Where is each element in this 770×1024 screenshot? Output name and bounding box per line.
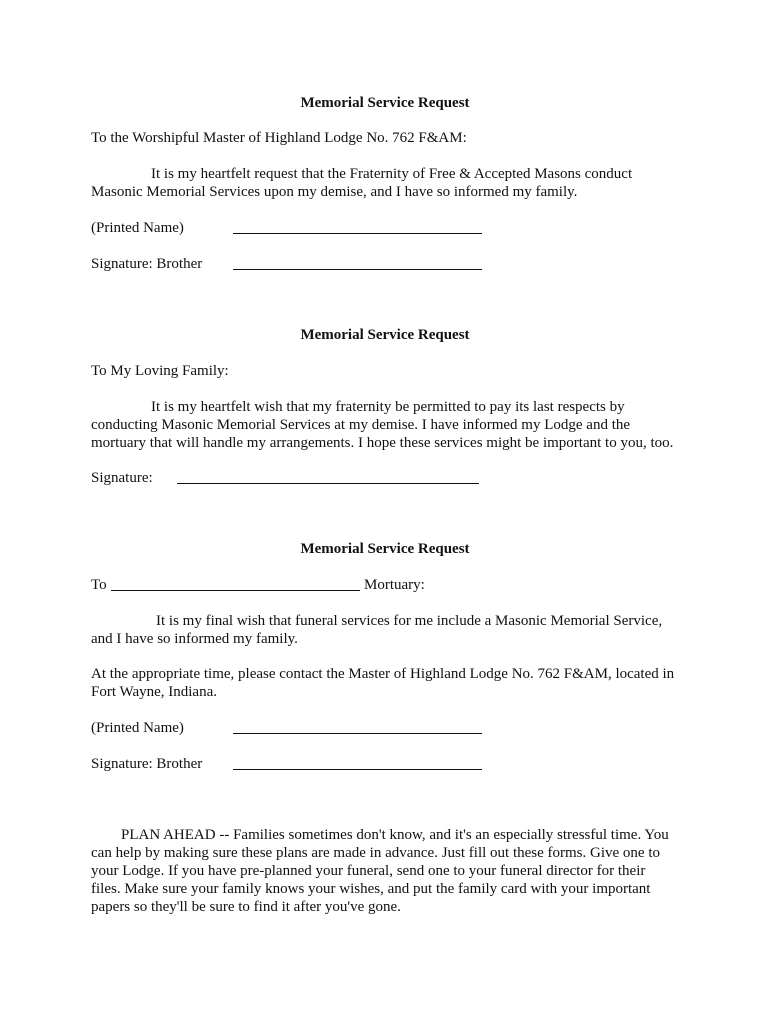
section1-title: Memorial Service Request (300, 95, 470, 111)
section3-body-line1: It is my final wish that funeral services for me include a Masonic Memorial Service, (156, 613, 663, 629)
section2-body-line3: mortuary that will handle my arrangements. I hope these services might be important to you, too. (91, 435, 674, 451)
section3-signature-line[interactable] (233, 769, 482, 770)
section3-printed-name-line[interactable] (233, 733, 482, 734)
section2-body-line1: It is my heartfelt wish that my fraternity be permitted to pay its last respects by (151, 399, 625, 415)
section2-signature-line[interactable] (177, 483, 479, 484)
section1-body-line1: It is my heartfelt request that the Fraternity of Free & Accepted Masons conduct (151, 166, 633, 182)
section3-mortuary-name-line[interactable] (111, 590, 360, 591)
section3-mortuary-label: Mortuary: (364, 577, 425, 593)
plan-ahead-line2: can help by making sure these plans are made in advance. Just fill out these forms. Give one to (91, 845, 661, 861)
section3-printed-name-label: (Printed Name) (91, 720, 184, 736)
section3-to-label: To (91, 577, 107, 593)
section1-body-line2: Masonic Memorial Services upon my demise, and I have so informed my family. (91, 184, 578, 200)
section3-body-line2: and I have so informed my family. (91, 631, 298, 647)
section2-salutation: To My Loving Family: (91, 363, 229, 379)
section1-printed-name-label: (Printed Name) (91, 220, 184, 236)
section1-signature-line[interactable] (233, 269, 482, 270)
section2-signature-label: Signature: (91, 470, 153, 486)
section3-contact-line1: At the appropriate time, please contact the Master of Highland Lodge No. 762 F&AM, located in (91, 666, 675, 682)
plan-ahead-line5: papers so they'll be sure to find it after you've gone. (91, 899, 401, 915)
section1-salutation: To the Worshipful Master of Highland Lodge No. 762 F&AM: (91, 130, 467, 146)
section2-body-line2: conducting Masonic Memorial Services at my demise. I have informed my Lodge and the (91, 417, 631, 433)
section3-signature-label: Signature: Brother (91, 756, 203, 772)
plan-ahead-line1: PLAN AHEAD -- Families sometimes don't know, and it's an especially stressful time. You (121, 827, 669, 843)
section3-contact-line2: Fort Wayne, Indiana. (91, 684, 217, 700)
section2-title: Memorial Service Request (300, 327, 470, 343)
section1-signature-label: Signature: Brother (91, 256, 203, 272)
section1-printed-name-line[interactable] (233, 233, 482, 234)
section3-title: Memorial Service Request (300, 541, 470, 557)
plan-ahead-line3: your Lodge. If you have pre-planned your funeral, send one to your funeral director for their (91, 863, 646, 879)
plan-ahead-line4: files. Make sure your family knows your wishes, and put the family card with your important (91, 881, 651, 897)
